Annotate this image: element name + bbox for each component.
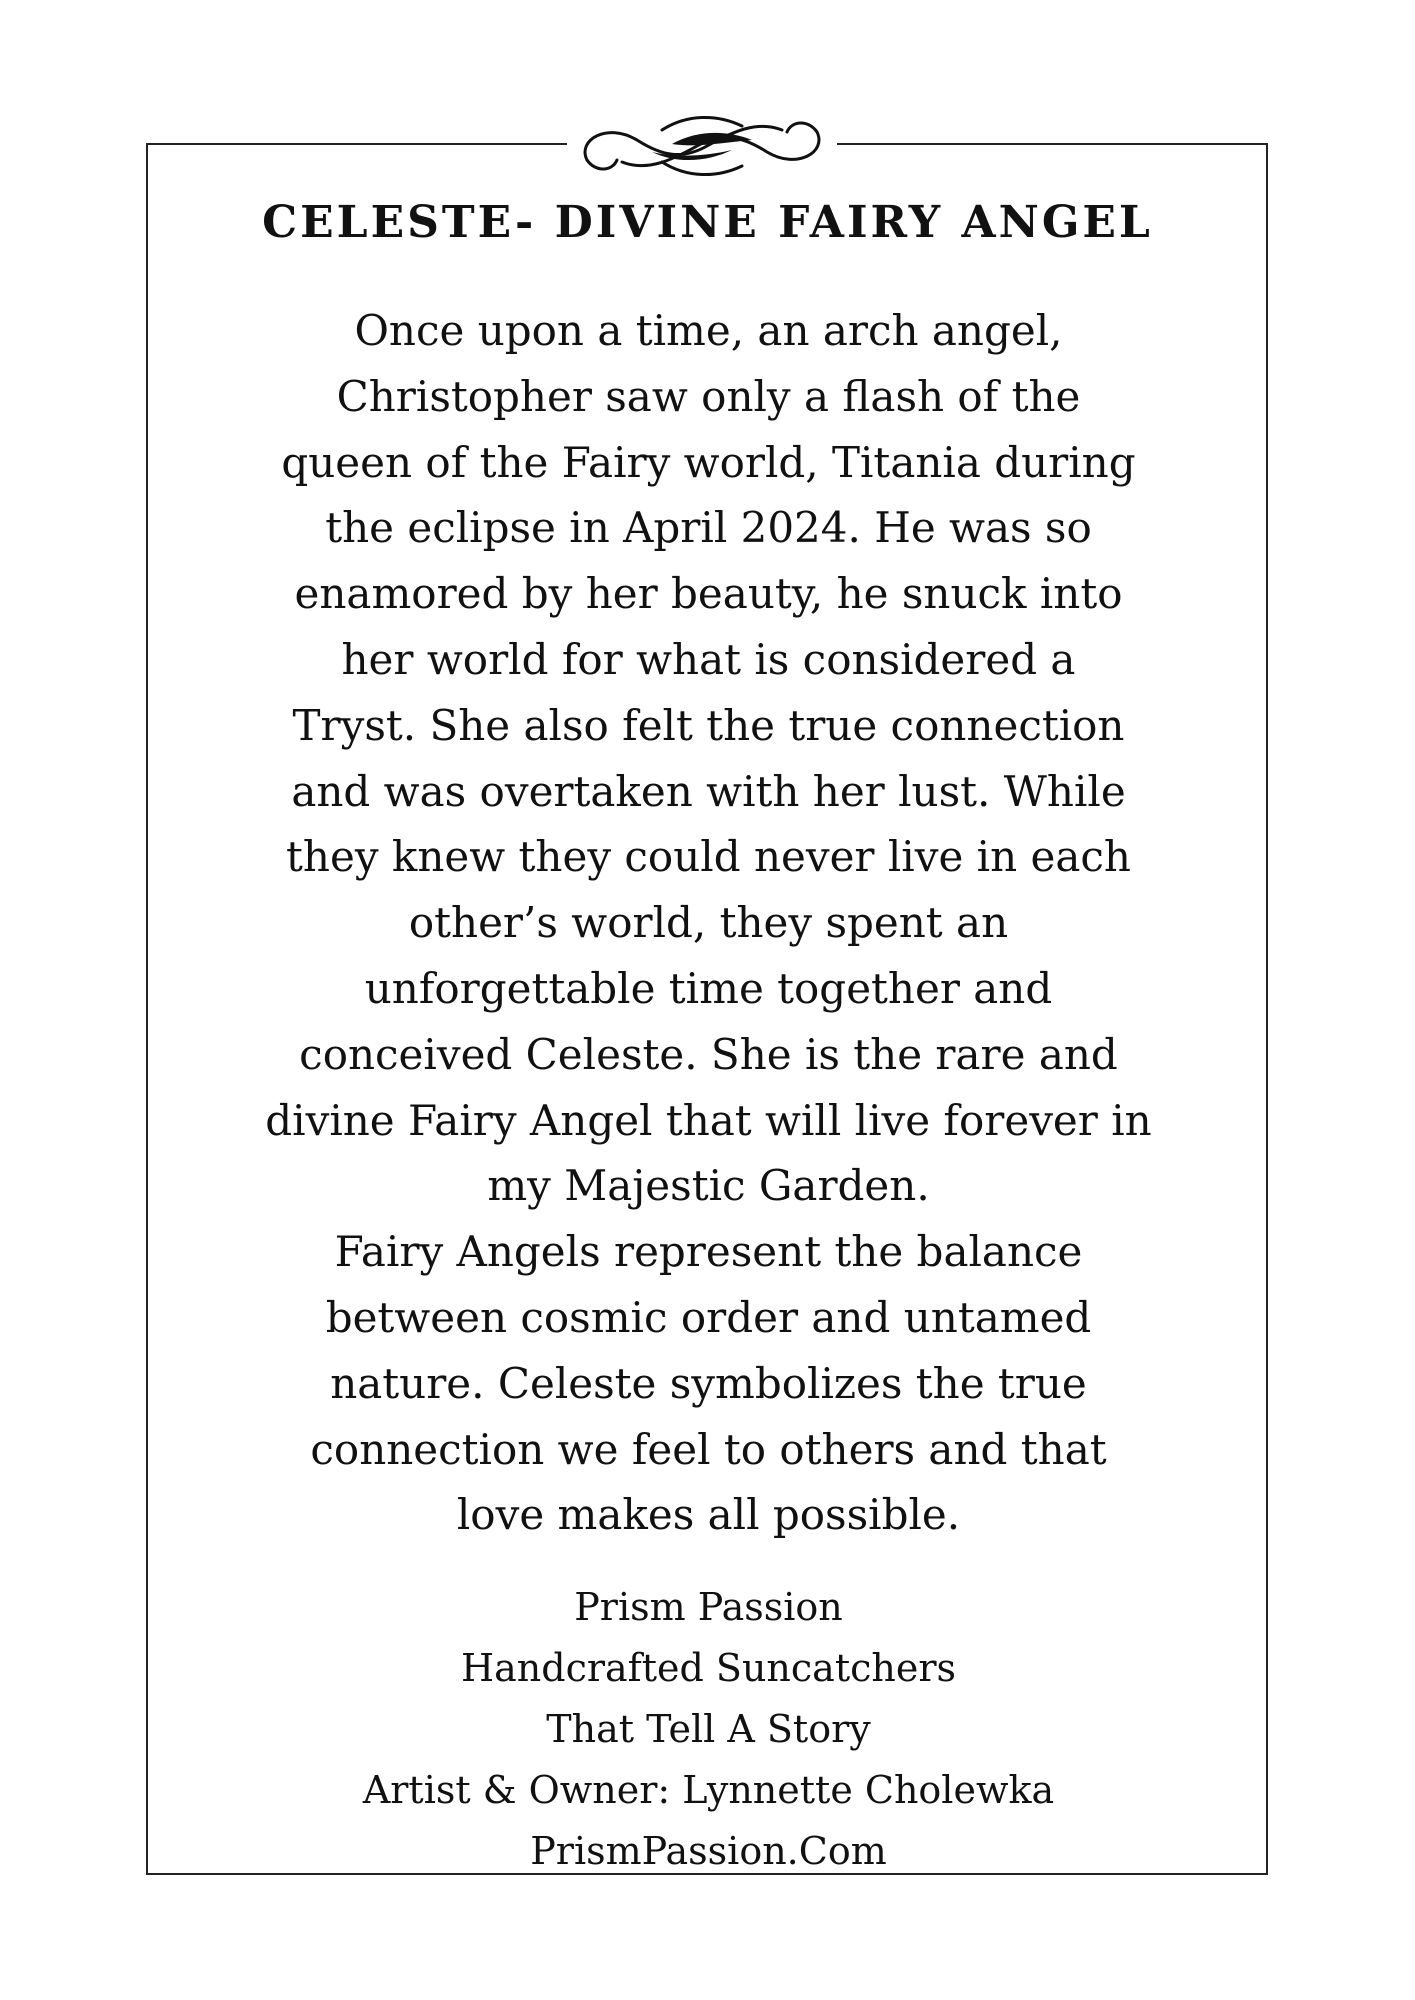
story-line: divine Fairy Angel that will live forever in — [265, 1095, 1152, 1145]
story-line: queen of the Fairy world, Titania during — [281, 437, 1136, 487]
story-line: Fairy Angels represent the balance — [334, 1227, 1083, 1277]
artist-credit: Artist & Owner: Lynnette Cholewka — [362, 1768, 1055, 1812]
tagline-line-1: Handcrafted Suncatchers — [460, 1646, 957, 1690]
story-line: and was overtaken with her lust. While — [291, 766, 1126, 816]
story-line: enamored by her beauty, he snuck into — [294, 569, 1123, 619]
credits-block — [196, 1577, 1221, 1882]
story-line: Tryst. She also felt the true connection — [292, 700, 1125, 750]
flourish-ornament-icon — [567, 100, 837, 192]
story-line: the eclipse in April 2024. He was so — [325, 503, 1092, 553]
story-line: love makes all possible. — [456, 1490, 961, 1540]
story-text — [196, 298, 1221, 1548]
story-line: nature. Celeste symbolizes the true — [330, 1358, 1087, 1408]
story-line: Christopher saw only a flash of the — [336, 371, 1081, 421]
story-line: unforgettable time together and — [364, 963, 1053, 1013]
story-line: my Majestic Garden. — [487, 1161, 930, 1211]
story-line: Once upon a time, an arch angel, — [354, 306, 1063, 355]
tagline-line-2: That Tell A Story — [546, 1707, 871, 1751]
website-text: PrismPassion.Com — [530, 1829, 887, 1873]
page-title: CELESTE- DIVINE FAIRY ANGEL — [262, 197, 1153, 248]
story-line: between cosmic order and untamed — [325, 1292, 1092, 1342]
brand-name: Prism Passion — [574, 1585, 843, 1629]
story-line: other’s world, they spent an — [408, 898, 1009, 948]
story-line: conceived Celeste. She is the rare and — [299, 1029, 1118, 1079]
story-line: her world for what is considered a — [341, 634, 1076, 684]
story-line: they knew they could never live in each — [286, 832, 1131, 882]
story-line: connection we feel to others and that — [310, 1424, 1107, 1474]
